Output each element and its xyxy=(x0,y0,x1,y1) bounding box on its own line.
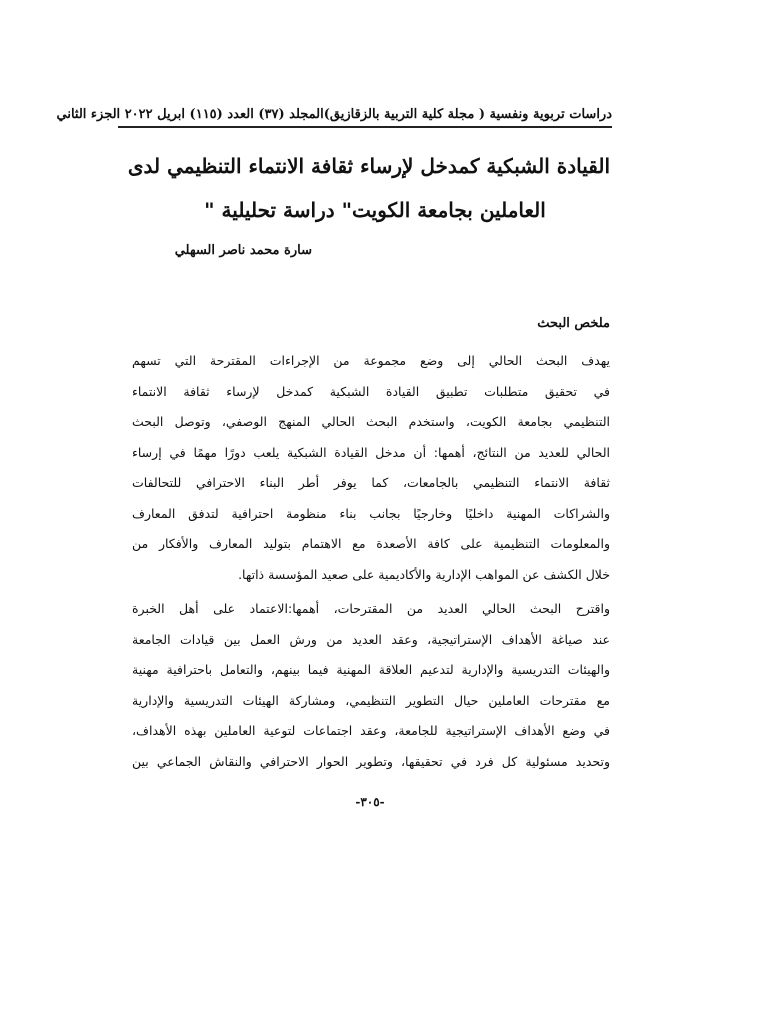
text-line: في تحقيق متطلبات تطبيق القيادة الشبكية كمدخل لإرساء ثقافة الانتماء xyxy=(132,383,610,399)
text-line: والمعلومات التنظيمية على كافة الأصعدة مع الاهتمام بتوليد المعارف والأفكار من xyxy=(132,536,610,551)
paper-title-line-1: القيادة الشبكية كمدخل لإرساء ثقافة الانتماء التنظيمي لدى xyxy=(127,154,610,178)
text-line: عند صياغة الأهداف الإستراتيجية، وعقد العديد من ورش العمل بين قيادات الجامعة xyxy=(132,631,610,647)
text-line: واقترح البحث الحالي العديد من المقترحات، أهمها:الاعتماد على أهل الخبرة xyxy=(132,601,610,616)
running-header xyxy=(56,100,612,128)
text-line: ثقافة الانتماء التنظيمي بالجامعات، كما يوفر أطر البناء الاحترافي للتحالفات xyxy=(132,475,610,490)
text-line: التنظيمي بجامعة الكويت، واستخدم البحث الحالي المنهج الوصفي، وتوصل البحث xyxy=(132,414,610,429)
text-line: الحالي للعديد من النتائج، أهمها: أن مدخل القيادة الشبكية يلعب دورًا مهمًا في إرساء xyxy=(132,444,610,460)
journal-name: دراسات تربوية ونفسية ( مجلة كلية التربية بالزقازيق) xyxy=(323,107,612,122)
abstract-heading: ملخص البحث xyxy=(537,316,610,331)
abstract-paragraph-1 xyxy=(132,350,610,594)
text-line: مع مقترحات العاملين حيال التطوير التنظيمي، ومشاركة الهيئات التدريسية والإدارية xyxy=(132,692,610,708)
text-line: خلال الكشف عن المواهب الإدارية والأكاديمية على صعيد المؤسسة ذاتها. xyxy=(238,566,610,582)
text-line: والشراكات المهنية داخليًا وخارجيًا بجانب بناء منظومة احترافية لتدفق المعارف xyxy=(132,505,610,521)
paper-title-line-2: العاملين بجامعة الكويت" دراسة تحليلية " xyxy=(204,198,546,222)
abstract-paragraph-2 xyxy=(132,598,610,781)
text-line: والهيئات التدريسية والإدارية لتدعيم العلاقة المهنية فيما بينهم، والتعامل باحترافية مهنية xyxy=(132,662,610,677)
page-number: -٣٠٥- xyxy=(355,795,385,809)
text-line: في وضع الأهداف الإستراتيجية للجامعة، وعقد اجتماعات لتوعية العاملين بهذه الأهداف، xyxy=(132,723,610,738)
text-line: وتحديد مسئولية كل فرد في تحقيقها، وتطوير الحوار الاحترافي والنقاش الجماعي بين xyxy=(132,753,610,769)
text-line: يهدف البحث الحالي إلى وضع مجموعة من الإجراءات المقترحة التي تسهم xyxy=(132,353,610,368)
author-name: سارة محمد ناصر السهلي xyxy=(174,243,312,258)
issue-info: المجلد (٣٧) العدد (١١٥) ابريل ٢٠٢٢ الجزء الثاني xyxy=(56,107,324,122)
